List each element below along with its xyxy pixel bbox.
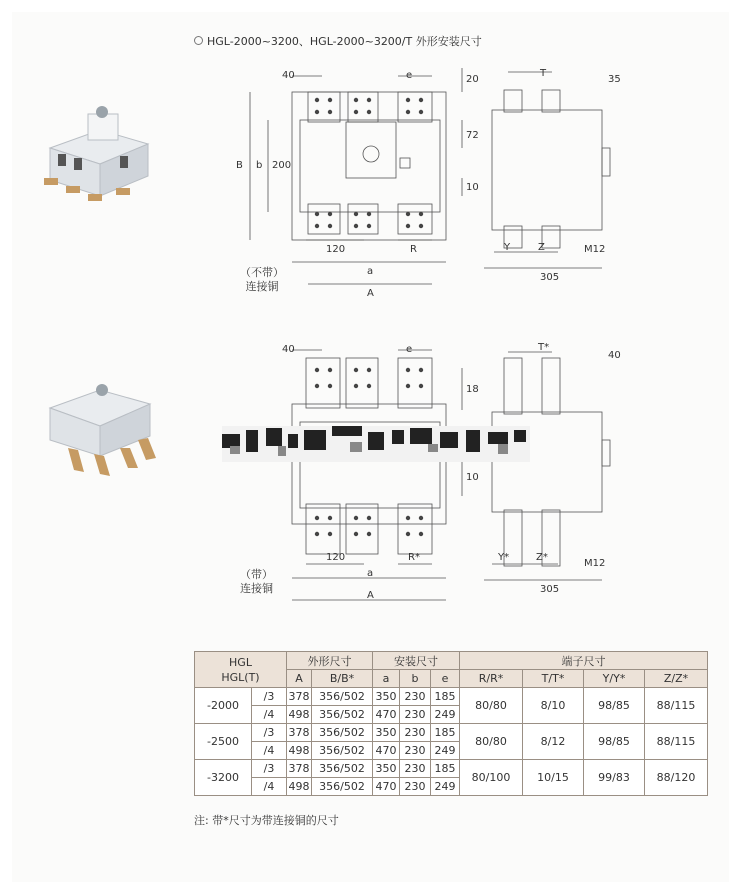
install-group-header: 安装尺寸	[373, 652, 460, 670]
redaction-band	[222, 426, 530, 462]
dim2-120: 120	[326, 552, 346, 563]
top-drawing-label	[240, 266, 284, 294]
dim-b: b	[256, 160, 263, 171]
outline-group-header: 外形尺寸	[287, 652, 373, 670]
spec-table	[194, 651, 708, 796]
cell-b: 230	[400, 742, 431, 760]
product-photo-without-copper	[40, 100, 160, 205]
dim-305: 305	[540, 272, 560, 283]
dim-a: a	[367, 266, 374, 277]
pole-cell: /4	[252, 742, 287, 760]
cell-e: 185	[431, 760, 460, 778]
cell-e: 185	[431, 724, 460, 742]
model-header-line1: HGL	[229, 655, 252, 669]
col-header-A: A	[287, 670, 312, 688]
bottom-drawing-label	[240, 568, 273, 596]
dim2-40-right: 40	[608, 350, 621, 361]
cell-B: 356/502	[312, 778, 373, 796]
cell-b: 230	[400, 724, 431, 742]
cell-R: 80/80	[460, 724, 523, 760]
cell-B: 356/502	[312, 760, 373, 778]
col-header-B: B/B*	[312, 670, 373, 688]
pole-cell: /3	[252, 688, 287, 706]
dim2-18: 18	[466, 384, 479, 395]
cell-B: 356/502	[312, 688, 373, 706]
dimension-drawing-with-copper	[222, 334, 632, 610]
dim-M12: M12	[584, 244, 606, 255]
cell-a: 350	[373, 724, 400, 742]
cell-a: 350	[373, 688, 400, 706]
col-header-e: e	[431, 670, 460, 688]
dim-R: R	[410, 244, 417, 255]
section-heading	[194, 33, 482, 49]
dim2-40: 40	[282, 344, 295, 355]
dim-A: A	[367, 288, 374, 299]
dim2-e: e	[406, 344, 413, 355]
cell-A: 498	[287, 706, 312, 724]
cell-Z: 88/120	[645, 760, 708, 796]
cell-e: 249	[431, 778, 460, 796]
dim-Z: Z	[538, 242, 545, 253]
cell-T: 10/15	[523, 760, 584, 796]
product-photo-with-copper	[40, 368, 162, 478]
cell-A: 378	[287, 724, 312, 742]
dim-20: 20	[466, 74, 479, 85]
cell-Z: 88/115	[645, 724, 708, 760]
dim2-M12: M12	[584, 558, 606, 569]
dim-72: 72	[466, 130, 479, 141]
cell-A: 498	[287, 742, 312, 760]
bottom-label-line1: （带）	[240, 568, 273, 581]
table-row	[195, 688, 708, 706]
dim2-305: 305	[540, 584, 560, 595]
pole-cell: /4	[252, 706, 287, 724]
cell-A: 378	[287, 760, 312, 778]
cell-e: 249	[431, 706, 460, 724]
dim2-a: a	[367, 568, 374, 579]
col-header-a: a	[373, 670, 400, 688]
table-row	[195, 760, 708, 778]
terminal-group-header: 端子尺寸	[460, 652, 708, 670]
dim-120: 120	[326, 244, 346, 255]
dim-35: 35	[608, 74, 621, 85]
top-label-line1: （不带）	[240, 266, 284, 279]
cell-a: 470	[373, 778, 400, 796]
dim-B: B	[236, 160, 243, 171]
col-header-Y: Y/Y*	[584, 670, 645, 688]
table-row	[195, 724, 708, 742]
cell-Z: 88/115	[645, 688, 708, 724]
cell-b: 230	[400, 778, 431, 796]
top-label-line2: 连接铜	[245, 280, 279, 293]
cell-A: 498	[287, 778, 312, 796]
cell-Y: 98/85	[584, 688, 645, 724]
dim-Y: Y	[504, 242, 511, 253]
model-header	[195, 652, 287, 688]
model-header-line2: HGL(T)	[221, 670, 260, 684]
cell-Y: 98/85	[584, 724, 645, 760]
dim2-Y: Y*	[498, 552, 510, 563]
pole-cell: /3	[252, 724, 287, 742]
dim2-R: R*	[408, 552, 420, 563]
cell-a: 350	[373, 760, 400, 778]
cell-B: 356/502	[312, 742, 373, 760]
cell-a: 470	[373, 706, 400, 724]
cell-T: 8/12	[523, 724, 584, 760]
dim-200: 200	[272, 160, 292, 171]
dim-10: 10	[466, 182, 479, 193]
pole-cell: /4	[252, 778, 287, 796]
cell-T: 8/10	[523, 688, 584, 724]
model-cell: -3200	[195, 760, 252, 796]
cell-B: 356/502	[312, 724, 373, 742]
dim2-10: 10	[466, 472, 479, 483]
col-header-T: T/T*	[523, 670, 584, 688]
cell-b: 230	[400, 688, 431, 706]
cell-e: 249	[431, 742, 460, 760]
bullet-circle-icon	[194, 36, 203, 45]
cell-a: 470	[373, 742, 400, 760]
cell-e: 185	[431, 688, 460, 706]
dim-40: 40	[282, 70, 295, 81]
bottom-label-line2: 连接铜	[240, 582, 273, 595]
cell-b: 230	[400, 706, 431, 724]
dim2-A: A	[367, 590, 374, 601]
pole-cell: /3	[252, 760, 287, 778]
cell-Y: 99/83	[584, 760, 645, 796]
dim2-T: T*	[538, 342, 550, 353]
dim-e: e	[406, 70, 413, 81]
col-header-R: R/R*	[460, 670, 523, 688]
model-cell: -2500	[195, 724, 252, 760]
cell-R: 80/80	[460, 688, 523, 724]
dim-T: T	[540, 68, 547, 79]
cell-B: 356/502	[312, 706, 373, 724]
cell-b: 230	[400, 760, 431, 778]
col-header-Z: Z/Z*	[645, 670, 708, 688]
model-cell: -2000	[195, 688, 252, 724]
col-header-b: b	[400, 670, 431, 688]
section-title: HGL-2000~3200、HGL-2000~3200/T 外形安装尺寸	[207, 35, 482, 48]
cell-R: 80/100	[460, 760, 523, 796]
dim2-Z: Z*	[536, 552, 548, 563]
cell-A: 378	[287, 688, 312, 706]
footnote: 注: 带*尺寸为带连接铜的尺寸	[194, 814, 339, 827]
